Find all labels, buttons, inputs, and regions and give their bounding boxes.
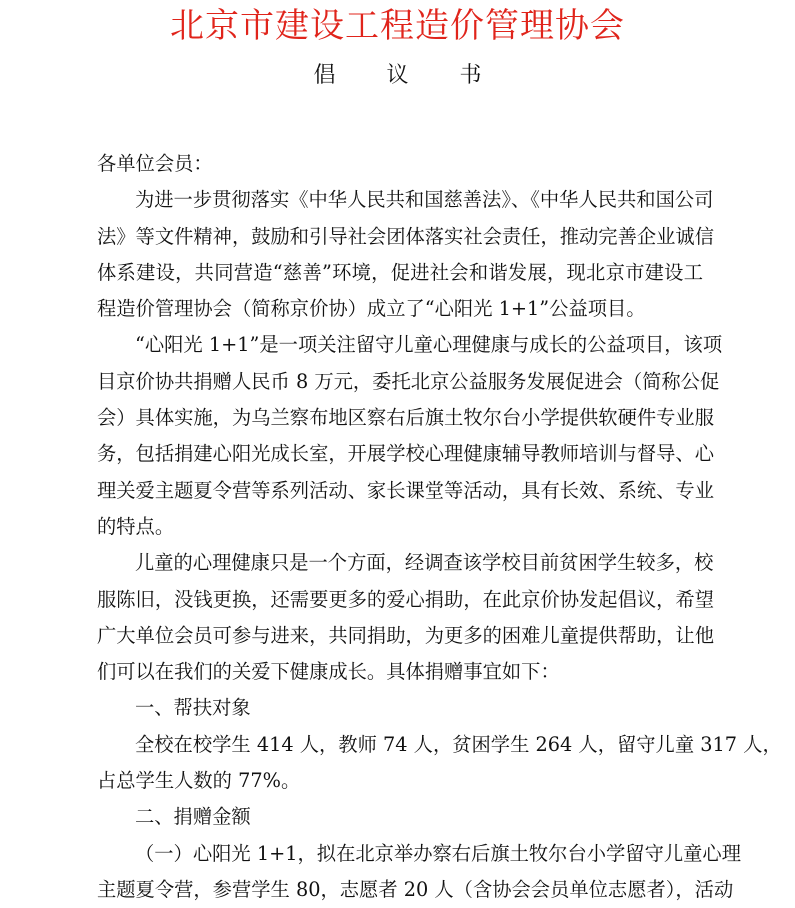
paragraph-line: “心阳光 1+1”是一项关注留守儿童心理健康与成长的公益项目，该项 — [135, 333, 723, 357]
letter-body — [97, 146, 782, 908]
paragraph-line: 的特点。 — [97, 514, 175, 538]
paragraph-line: 主题夏令营，参营学生 80，志愿者 20 人（含协会会员单位志愿者），活动 — [97, 877, 734, 901]
section-heading: 二、捐赠金额 — [135, 805, 251, 829]
paragraph-line: 们可以在我们的关爱下健康成长。具体捐赠事宜如下： — [97, 660, 560, 684]
paragraph-line: 广大单位会员可参与进来，共同捐助，为更多的困难儿童提供帮助，让他 — [97, 623, 714, 647]
paragraph-line: 服陈旧，没钱更换，还需要更多的爱心捐助，在此京价协发起倡议，希望 — [97, 587, 714, 611]
document-title: 倡 议 书 — [313, 63, 504, 88]
paragraph-line: 法》等文件精神，鼓励和引导社会团体落实社会责任，推动完善企业诚信 — [97, 224, 714, 248]
paragraph-line: 理关爱主题夏令营等系列活动、家长课堂等活动，具有长效、系统、专业 — [97, 478, 714, 502]
paragraph-line: 体系建设，共同营造“慈善”环境，促进社会和谐发展，现北京市建设工 — [97, 260, 703, 284]
paragraph-line: （一）心阳光 1+1，拟在北京举办察右后旗土牧尔台小学留守儿童心理 — [135, 841, 741, 865]
paragraph-line: 儿童的心理健康只是一个方面，经调查该学校目前贫困学生较多，校 — [135, 551, 714, 575]
organization-title: 北京市建设工程造价管理协会 — [170, 6, 625, 46]
paragraph-line: 占总学生人数的 77%。 — [97, 769, 301, 793]
paragraph-line: 目京价协共捐赠人民币 8 万元，委托北京公益服务发展促进会（简称公促 — [97, 369, 720, 393]
paragraph-line: 务，包括捐建心阳光成长室，开展学校心理健康辅导教师培训与督导、心 — [97, 442, 714, 466]
paragraph-line: 会）具体实施，为乌兰察布地区察右后旗土牧尔台小学提供软硬件专业服 — [97, 406, 714, 430]
salutation: 各单位会员： — [97, 152, 213, 175]
paragraph-line: 全校在校学生 414 人，教师 74 人，贫困学生 264 人，留守儿童 317 人， — [135, 732, 782, 756]
paragraph-line: 为进一步贯彻落实《中华人民共和国慈善法》、《中华人民共和国公司 — [135, 188, 714, 212]
paragraph-line: 程造价管理协会（简称京价协）成立了“心阳光 1+1”公益项目。 — [97, 297, 646, 321]
section-heading: 一、帮扶对象 — [135, 696, 251, 720]
